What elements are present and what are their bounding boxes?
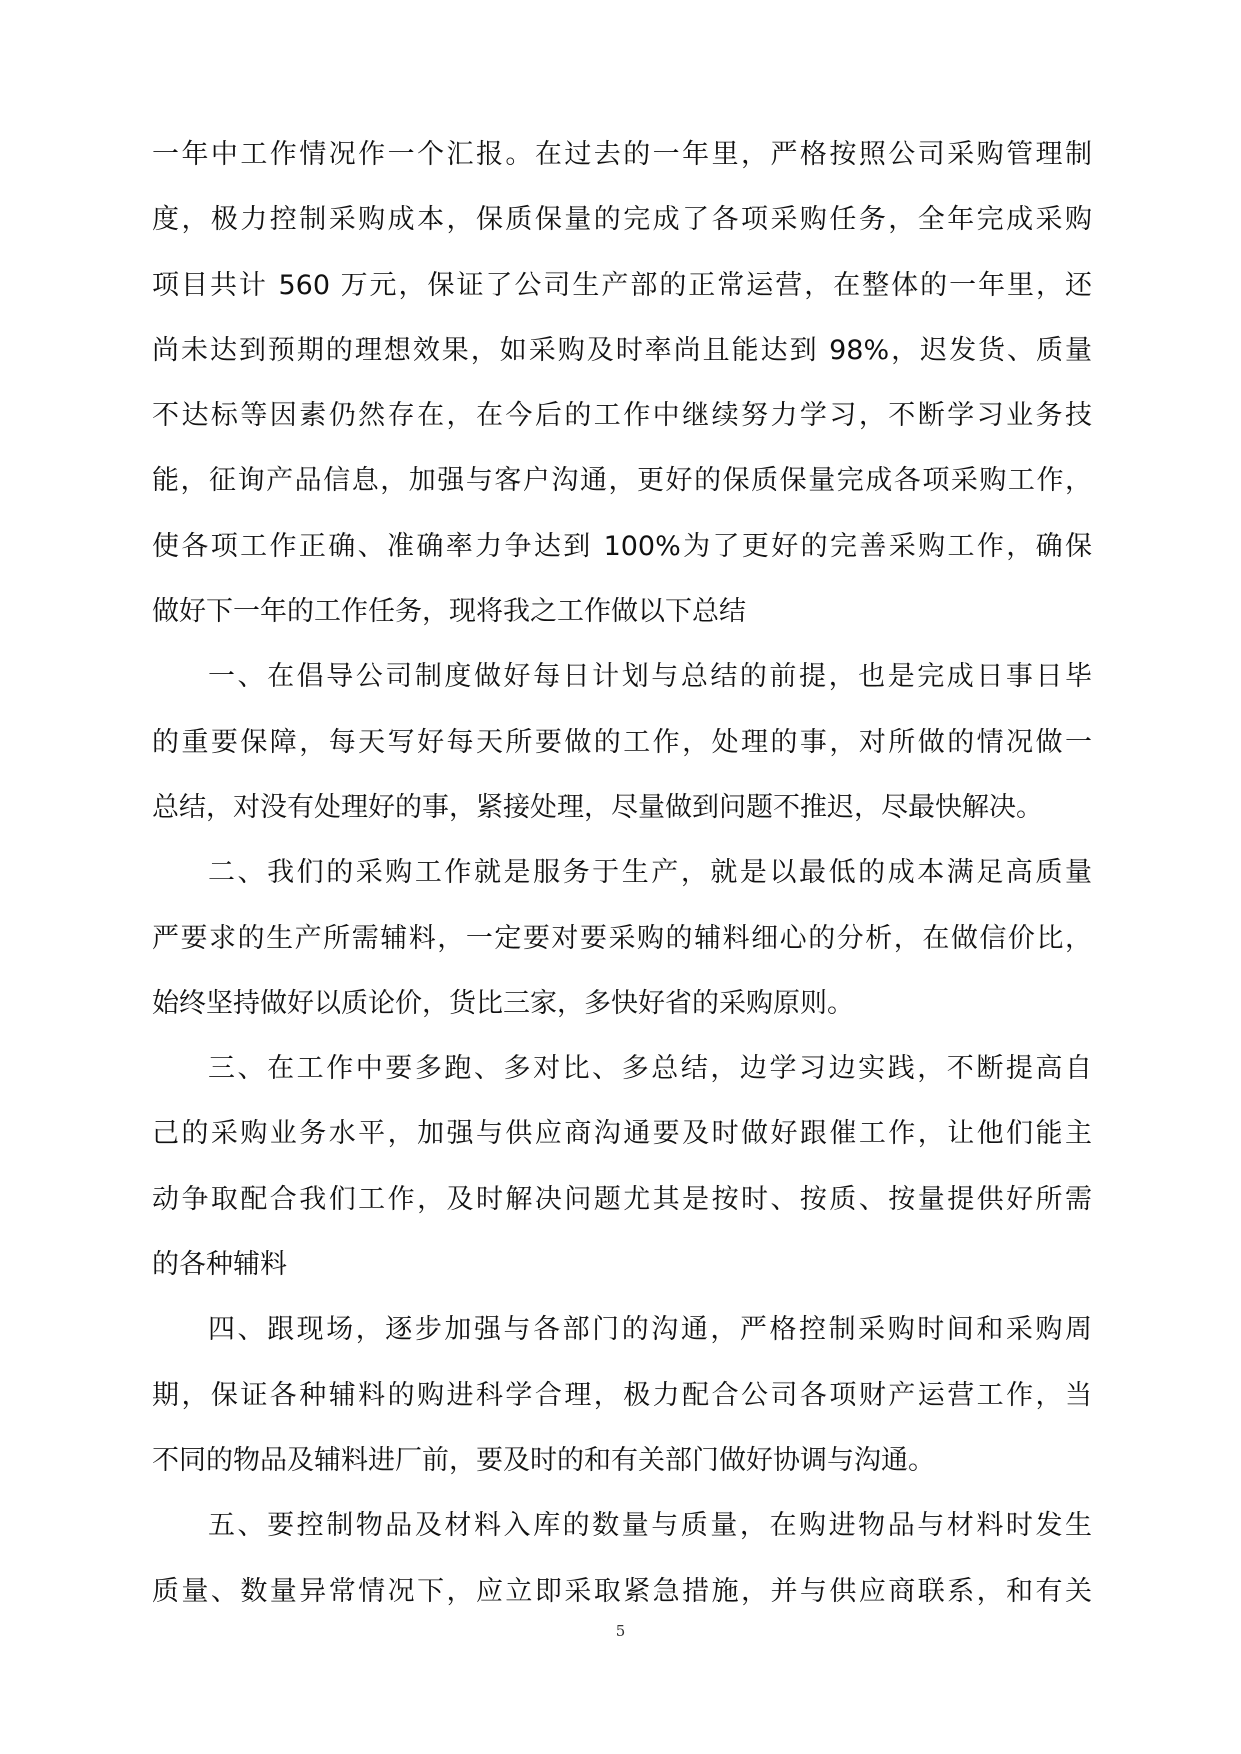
text-line: 不同的物品及辅料进厂前，要及时的和有关部门做好协调与沟通。: [152, 1444, 935, 1476]
paragraph-first-line: 二、我们的采购工作就是服务于生产，就是以最低的成本满足高质量: [208, 857, 1092, 889]
text-line: 期，保证各种辅料的购进科学合理，极力配合公司各项财产运营工作，当: [152, 1379, 1092, 1411]
paragraph-first-line: 五、要控制物品及材料入库的数量与质量，在购进物品与材料时发生: [208, 1510, 1092, 1542]
text-line: 尚未达到预期的理想效果，如采购及时率尚且能达到 98%，迟发货、质量: [152, 334, 1092, 366]
text-line: 使各项工作正确、准确率力争达到 100%为了更好的完善采购工作，确保: [152, 530, 1092, 562]
text-line: 能，征询产品信息，加强与客户沟通，更好的保质保量完成各项采购工作，: [152, 465, 1092, 497]
text-line: 的各种辅料: [152, 1249, 287, 1281]
text-line: 不达标等因素仍然存在，在今后的工作中继续努力学习，不断学习业务技: [152, 400, 1092, 432]
text-line: 总结，对没有处理好的事，紧接处理，尽量做到问题不推迟，尽最快解决。: [152, 791, 1043, 823]
text-line: 一年中工作情况作一个汇报。在过去的一年里，严格按照公司采购管理制: [152, 139, 1092, 170]
text-line: 质量、数量异常情况下，应立即采取紧急措施，并与供应商联系，和有关: [152, 1575, 1092, 1607]
body-text: [152, 122, 1092, 1624]
paragraph-first-line: 三、在工作中要多跑、多对比、多总结，边学习边实践，不断提高自: [208, 1053, 1092, 1085]
text-line: 己的采购业务水平，加强与供应商沟通要及时做好跟催工作，让他们能主: [152, 1118, 1092, 1150]
text-line: 度，极力控制采购成本，保质保量的完成了各项采购任务，全年完成采购: [152, 204, 1092, 236]
text-line: 做好下一年的工作任务，现将我之工作做以下总结: [152, 596, 746, 628]
text-line: 项目共计 560 万元，保证了公司生产部的正常运营，在整体的一年里，还: [152, 269, 1092, 301]
text-line: 的重要保障，每天写好每天所要做的工作，处理的事，对所做的情况做一: [152, 726, 1092, 758]
paragraph-first-line: 四、跟现场，逐步加强与各部门的沟通，严格控制采购时间和采购周: [208, 1314, 1092, 1346]
text-line: 严要求的生产所需辅料，一定要对要采购的辅料细心的分析，在做信价比，: [152, 922, 1092, 954]
text-line: 始终坚持做好以质论价，货比三家，多快好省的采购原则。: [152, 987, 854, 1019]
text-line: 动争取配合我们工作，及时解决问题尤其是按时、按质、按量提供好所需: [152, 1183, 1092, 1215]
page-number: 5: [615, 1622, 626, 1640]
paragraph-first-line: 一、在倡导公司制度做好每日计划与总结的前提，也是完成日事日毕: [208, 661, 1092, 693]
